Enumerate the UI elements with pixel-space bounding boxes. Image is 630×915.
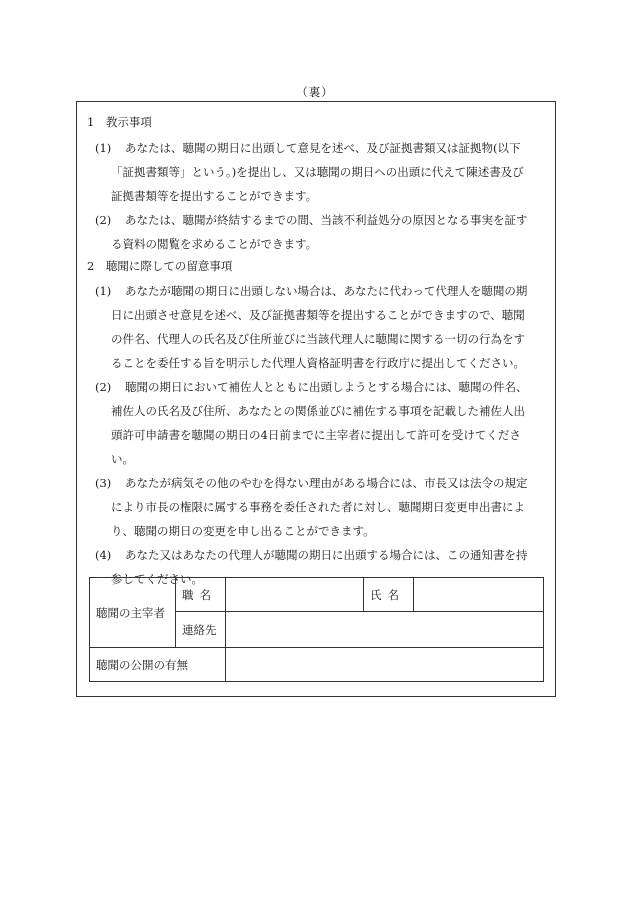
section-2-item-2-number: (2) [95, 380, 112, 394]
section-2-item-4-line-2: 参してください。 [111, 572, 203, 586]
public-hearing-value[interactable] [226, 648, 544, 682]
section-2-item-1-line-2: 日に出頭させ意見を述べ、及び証拠書類等を提出することができますので、聴聞 [111, 308, 525, 322]
hearing-info-table [89, 577, 544, 682]
name-label: 氏名 [364, 578, 414, 612]
section-2-item-1-line-1: あなたが聴聞の期日に出頭しない場合は、あなたに代わって代理人を聴聞の期 [125, 284, 528, 298]
section-1-item-1-line-2: 「証拠書類等」という。)を提出し、又は聴聞の期日への出頭に代えて陳述書及び [111, 165, 524, 179]
section-2-item-1-line-4: ることを委任する旨を明示した代理人資格証明書を行政庁に提出してください。 [111, 356, 525, 370]
section-2-item-1-line-3: の件名、代理人の氏名及び住所並びに当該代理人に聴聞に関する一切の行為をす [111, 332, 525, 346]
section-2-item-3-line-1: あなたが病気その他のやむを得ない理由がある場合には、市長又は法令の規定 [125, 476, 528, 490]
section-2-item-3-number: (3) [95, 476, 112, 490]
section-2-item-4-line-1: あなた又はあなたの代理人が聴聞の期日に出頭する場合には、この通知書を持 [125, 548, 528, 562]
section-2-item-3-line-2: により市長の権限に属する事務を委任された者に対し、聴聞期日変更申出書によ [111, 500, 525, 514]
page-heading: （裏） [296, 85, 334, 99]
section-1-item-2-number: (2) [95, 213, 112, 227]
section-1-item-1-line-3: 証拠書類等を提出することができます。 [111, 189, 318, 203]
section-2-item-1-number: (1) [95, 284, 112, 298]
section-1-item-1-number: (1) [95, 141, 112, 155]
public-hearing-label: 聴聞の公開の有無 [90, 648, 226, 682]
section-1-item-2-line-2: る資料の閲覧を求めることができます。 [111, 237, 318, 251]
section-1-title: 1 教示事項 [87, 115, 152, 129]
name-value[interactable] [414, 578, 544, 612]
notice-box [76, 101, 556, 697]
section-1-item-1-line-1: あなたは、聴聞の期日に出頭して意見を述べ、及び証拠書類又は証拠物(以下 [125, 141, 521, 155]
section-2-item-4-number: (4) [95, 548, 112, 562]
presider-label: 聴聞の主宰者 [90, 578, 176, 648]
section-2-title: 2 聴聞に際しての留意事項 [87, 259, 233, 273]
section-2-item-2-line-4: い。 [111, 452, 134, 466]
post-value[interactable] [226, 578, 364, 612]
section-1-item-2-line-1: あなたは、聴聞が終結するまでの間、当該不利益処分の原因となる事実を証す [125, 213, 528, 227]
contact-label: 連絡先 [176, 612, 226, 648]
section-2-item-2-line-3: 頭許可申請書を聴聞の期日の4日前までに主宰者に提出して許可を受けてくださ [111, 428, 521, 442]
post-label: 職名 [176, 578, 226, 612]
section-2-item-2-line-2: 補佐人の氏名及び住所、あなたとの関係並びに補佐する事項を記載した補佐人出 [111, 404, 525, 418]
section-2-item-3-line-3: り、聴聞の期日の変更を申し出ることができます。 [111, 524, 375, 538]
contact-value[interactable] [226, 612, 544, 648]
section-2-item-2-line-1: 聴聞の期日において補佐人とともに出頭しようとする場合には、聴聞の件名、 [125, 380, 528, 394]
